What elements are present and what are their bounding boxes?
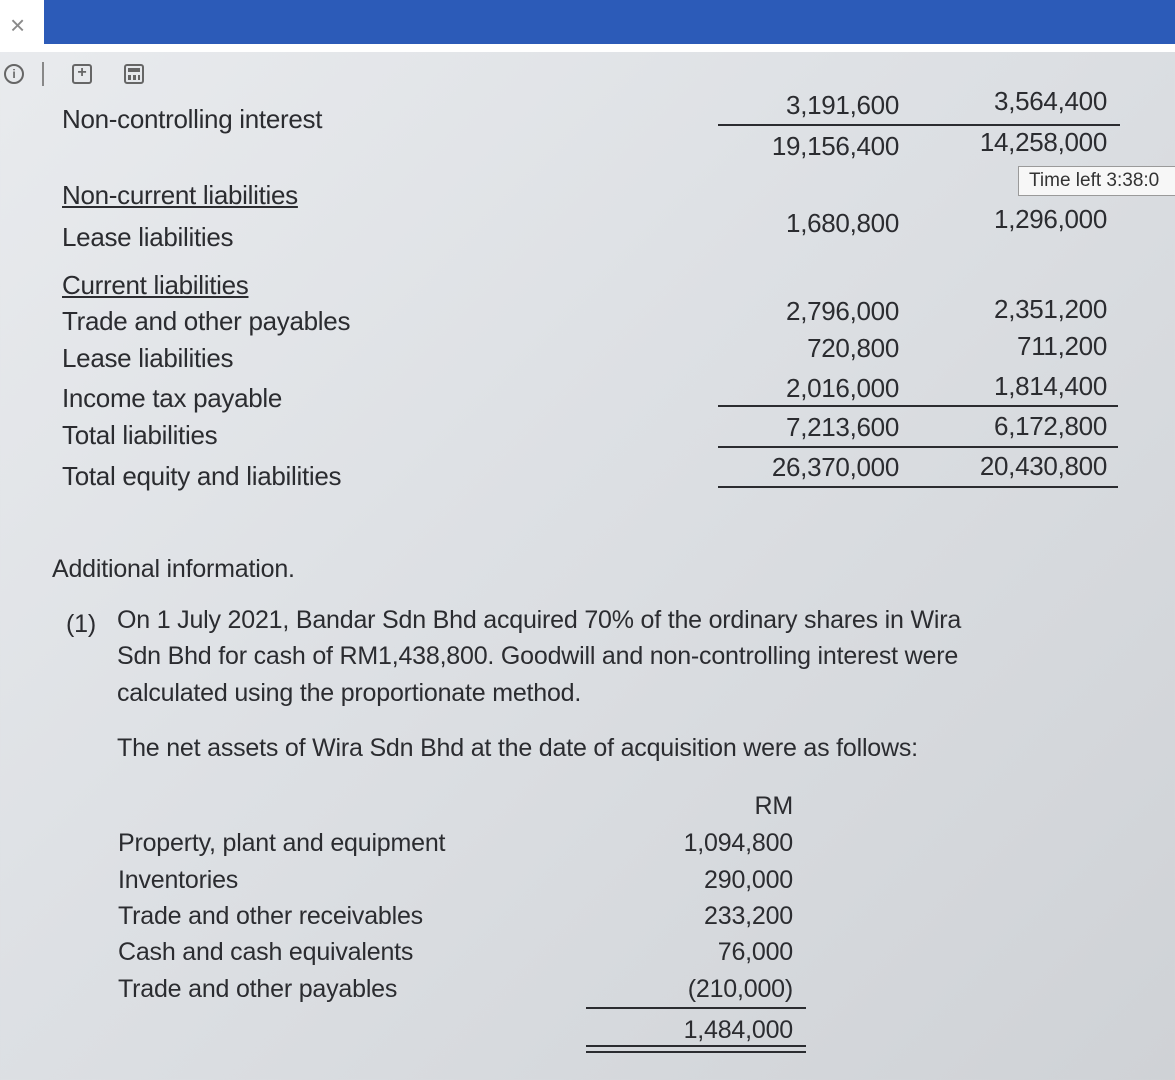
asset-value: 233,200 bbox=[704, 902, 793, 930]
value-cell: 720,800 bbox=[807, 333, 899, 363]
asset-label: Inventories bbox=[118, 866, 239, 894]
info-icon[interactable]: i bbox=[4, 64, 24, 84]
asset-label: Trade and other receivables bbox=[118, 902, 423, 930]
asset-label: Property, plant and equipment bbox=[118, 829, 446, 857]
value-cell: 1,296,000 bbox=[994, 204, 1107, 234]
value-cell: 20,430,800 bbox=[979, 451, 1107, 481]
note-text-line: On 1 July 2021, Bandar Sdn Bhd acquired 70% of the ordinary shares in Wira bbox=[117, 606, 962, 634]
asset-label: Cash and cash equivalents bbox=[118, 938, 414, 966]
note-text-line: The net assets of Wira Sdn Bhd at the date of acquisition were as follows: bbox=[117, 734, 918, 762]
row-label: Total equity and liabilities bbox=[62, 461, 342, 491]
row-label: Lease liabilities bbox=[62, 222, 234, 252]
calculator-icon[interactable] bbox=[124, 64, 144, 84]
row-label: Non-controlling interest bbox=[62, 104, 323, 134]
add-icon[interactable]: + bbox=[72, 64, 92, 84]
toolbar-divider bbox=[42, 62, 44, 86]
rule-line bbox=[718, 486, 1118, 488]
value-cell: 1,680,800 bbox=[786, 208, 899, 238]
row-label: Lease liabilities bbox=[62, 343, 234, 373]
asset-value: 290,000 bbox=[704, 866, 793, 894]
value-cell: 711,200 bbox=[1017, 331, 1107, 361]
header-strip bbox=[44, 0, 1175, 44]
rule-line bbox=[718, 446, 1118, 448]
value-cell: 3,191,600 bbox=[786, 90, 899, 120]
value-cell: 26,370,000 bbox=[771, 452, 899, 482]
note-number: (1) bbox=[66, 610, 96, 638]
rule-line bbox=[718, 405, 1118, 407]
section-heading: Non-current liabilities bbox=[62, 180, 298, 210]
value-cell: 2,351,200 bbox=[994, 294, 1107, 324]
value-cell: 2,016,000 bbox=[786, 373, 899, 403]
asset-value: 76,000 bbox=[717, 938, 793, 966]
value-cell: 19,156,400 bbox=[771, 131, 899, 161]
rule-line bbox=[586, 1045, 806, 1047]
net-assets-total: 1,484,000 bbox=[683, 1016, 793, 1044]
title-bar bbox=[0, 0, 1175, 52]
value-cell: 7,213,600 bbox=[786, 412, 899, 442]
currency-header: RM bbox=[754, 792, 793, 820]
value-cell: 2,796,000 bbox=[786, 296, 899, 326]
value-cell: 14,258,000 bbox=[979, 127, 1107, 157]
time-left-timer: Time left 3:38:0 bbox=[1018, 166, 1175, 196]
close-icon[interactable]: × bbox=[10, 10, 26, 40]
row-label: Total liabilities bbox=[62, 420, 218, 450]
asset-value: (210,000) bbox=[687, 975, 793, 1003]
note-text-line: calculated using the proportionate method. bbox=[117, 679, 582, 707]
section-heading: Current liabilities bbox=[62, 270, 249, 300]
note-text-line: Sdn Bhd for cash of RM1,438,800. Goodwill and non-controlling interest were bbox=[117, 642, 959, 670]
asset-value: 1,094,800 bbox=[683, 829, 793, 857]
rule-line bbox=[718, 124, 1120, 126]
row-label: Trade and other payables bbox=[62, 306, 351, 336]
rule-line bbox=[586, 1007, 806, 1009]
section-heading: Additional information. bbox=[52, 555, 295, 583]
value-cell: 1,814,400 bbox=[994, 371, 1107, 401]
rule-line bbox=[586, 1051, 806, 1053]
value-cell: 6,172,800 bbox=[994, 411, 1107, 441]
row-label: Income tax payable bbox=[62, 383, 283, 413]
value-cell: 3,564,400 bbox=[994, 86, 1107, 116]
asset-label: Trade and other payables bbox=[118, 975, 398, 1003]
